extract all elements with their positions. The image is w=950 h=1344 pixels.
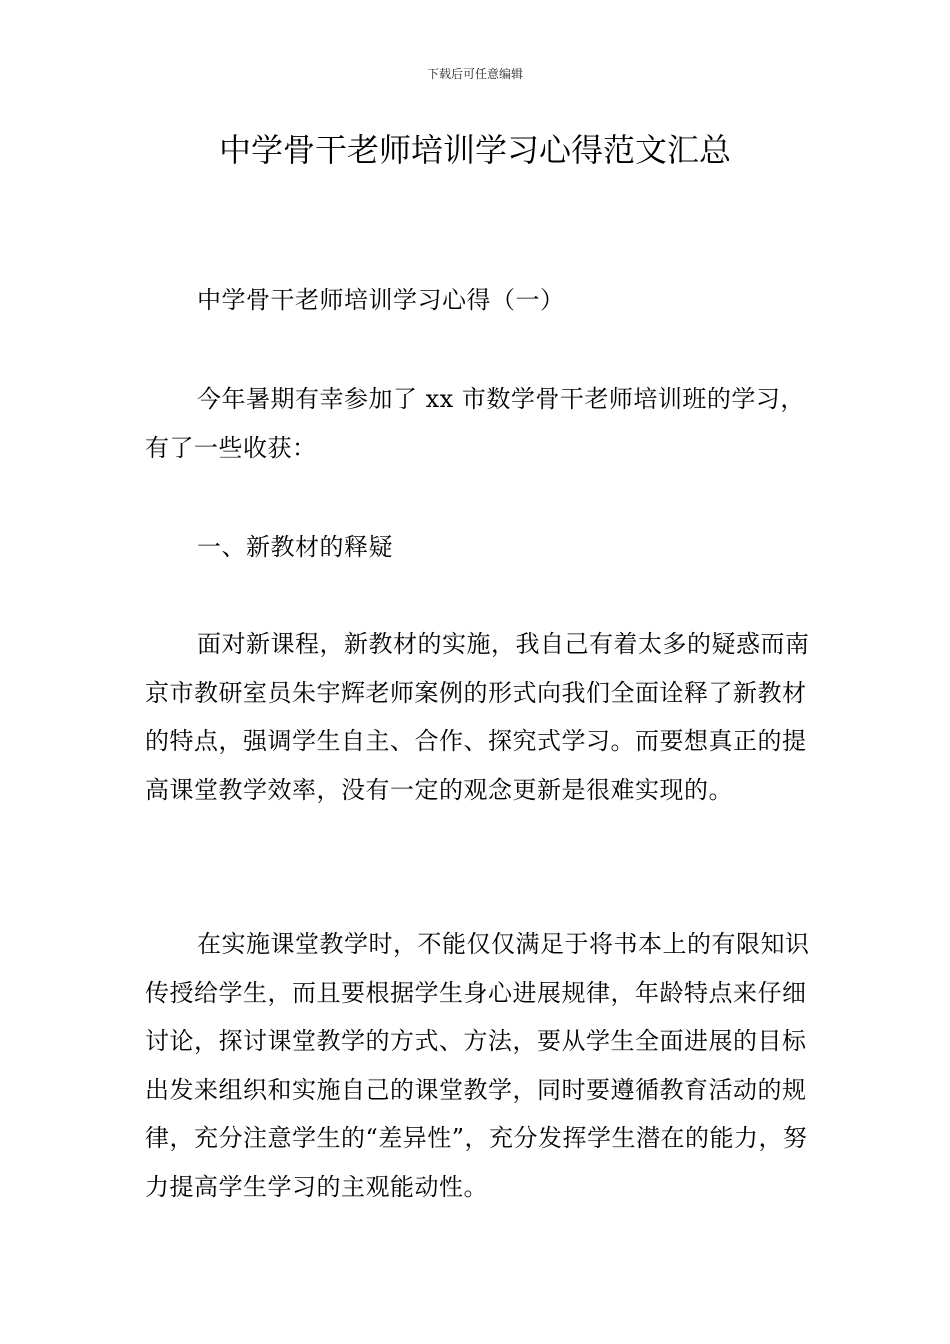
subheading-part-one: 中学骨干老师培训学习心得（一） xyxy=(197,286,565,314)
body-paragraph-2: 在实施课堂教学时，不能仅仅满足于将书本上的有限知识传授给学生，而且要根据学生身心进展规律，年龄特点来仔细讨论，探讨课堂教学的方式、方法，要从学生全面进展的目标出发来组织和实施自己的课堂教学，同时要遵循教育活动的规律，充分注意学生的“差异性”，充分发挥学生潜在的能力，努力提高学生学习的主观能动性。 xyxy=(145,930,810,1201)
header-note: 下载后可任意编辑 xyxy=(426,67,523,81)
body-paragraph-1: 面对新课程，新教材的实施，我自己有着太多的疑惑而南京市教研室员朱宇辉老师案例的形式向我们全面诠释了新教材的特点，强调学生自主、合作、探究式学习。而要想真正的提高课堂教学效率，没有一定的观念更新是很难实现的。 xyxy=(145,630,810,804)
document-title: 中学骨干老师培训学习心得范文汇总 xyxy=(218,131,731,169)
section-heading-1: 一、新教材的释疑 xyxy=(197,533,393,561)
intro-paragraph: 今年暑期有幸参加了 xx 市数学骨干老师培训班的学习，有了一些收获： xyxy=(145,385,805,462)
